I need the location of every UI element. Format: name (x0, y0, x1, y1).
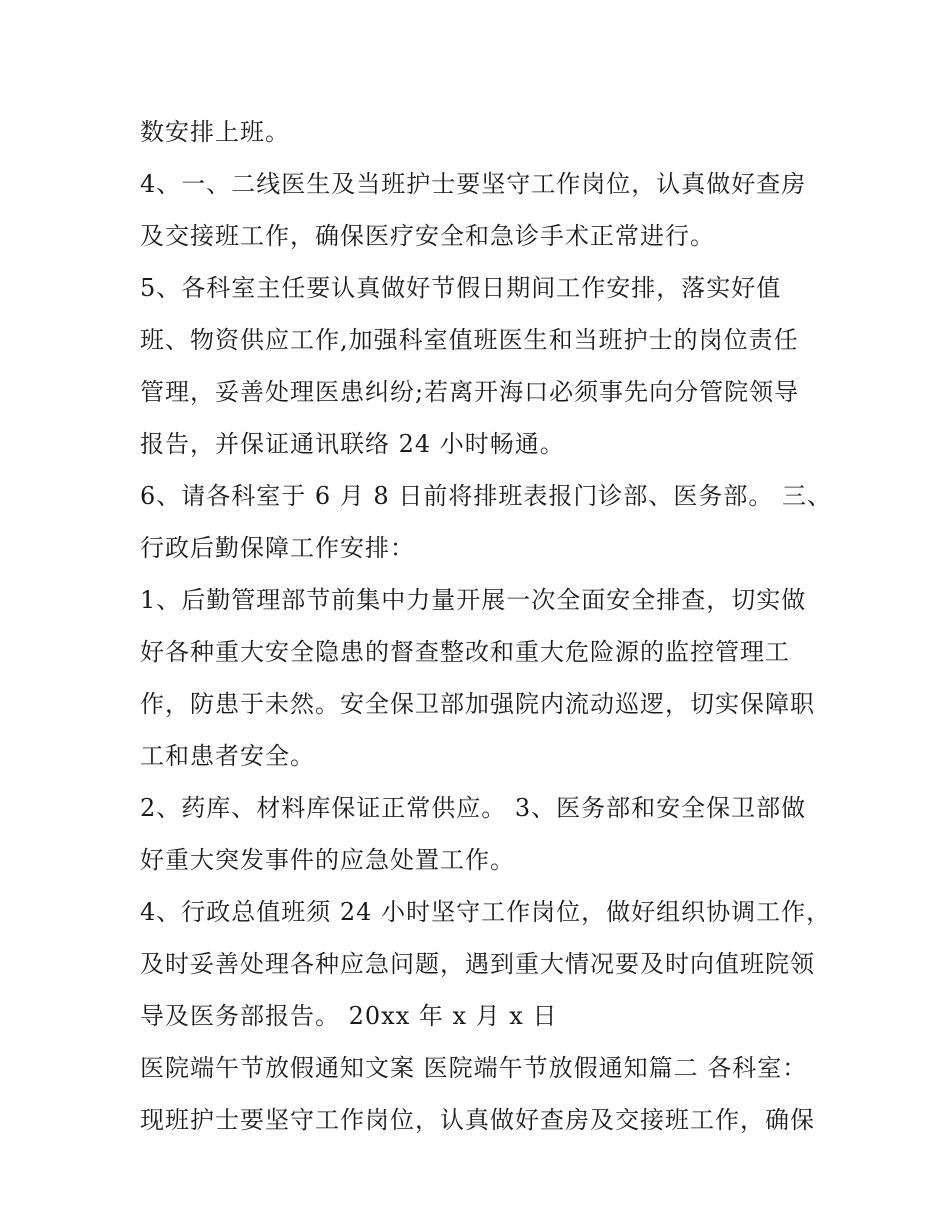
text-line-10: 1、后勤管理部节前集中力量开展一次全面安全排查，切实做 (140, 586, 807, 614)
text-line-9: 行政后勤保障工作安排： (140, 534, 415, 562)
text-line-14: 2、药库、材料库保证正常供应。 3、医务部和安全保卫部做 (140, 794, 807, 822)
text-line-13: 工和患者安全。 (140, 742, 315, 770)
text-line-3: 及交接班工作，确保医疗安全和急诊手术正常进行。 (140, 222, 715, 250)
text-line-19: 医院端午节放假通知文案 医院端午节放假通知篇二 各科室： (140, 1054, 808, 1082)
text-line-15: 好重大突发事件的应急处置工作。 (140, 846, 515, 874)
text-line-18: 导及医务部报告。 20xx 年 x 月 x 日 (140, 1002, 558, 1030)
text-line-12: 作，防患于未然。安全保卫部加强院内流动巡逻，切实保障职 (140, 690, 815, 718)
text-line-1: 数安排上班。 (140, 118, 290, 146)
text-line-17: 及时妥善处理各种应急问题，遇到重大情况要及时向值班院领 (140, 950, 815, 978)
text-line-6: 管理，妥善处理医患纠纷;若离开海口必须事先向分管院领导 (140, 378, 800, 406)
text-line-8: 6、请各科室于 6 月 8 日前将排班表报门诊部、医务部。 三、 (140, 482, 832, 510)
text-line-16: 4、行政总值班须 24 小时坚守工作岗位，做好组织协调工作， (140, 898, 832, 926)
text-line-11: 好各种重大安全隐患的督查整改和重大危险源的监控管理工 (140, 638, 790, 666)
text-line-2: 4、一、二线医生及当班护士要坚守工作岗位，认真做好查房 (140, 170, 807, 198)
document-body (140, 106, 832, 1146)
text-line-4: 5、各科室主任要认真做好节假日期间工作安排，落实好值 (140, 274, 782, 302)
text-line-20: 现班护士要坚守工作岗位，认真做好查房及交接班工作，确保 (140, 1106, 815, 1134)
text-line-5: 班、物资供应工作,加强科室值班医生和当班护士的岗位责任 (140, 326, 799, 354)
text-line-7: 报告，并保证通讯联络 24 小时畅通。 (140, 430, 565, 458)
